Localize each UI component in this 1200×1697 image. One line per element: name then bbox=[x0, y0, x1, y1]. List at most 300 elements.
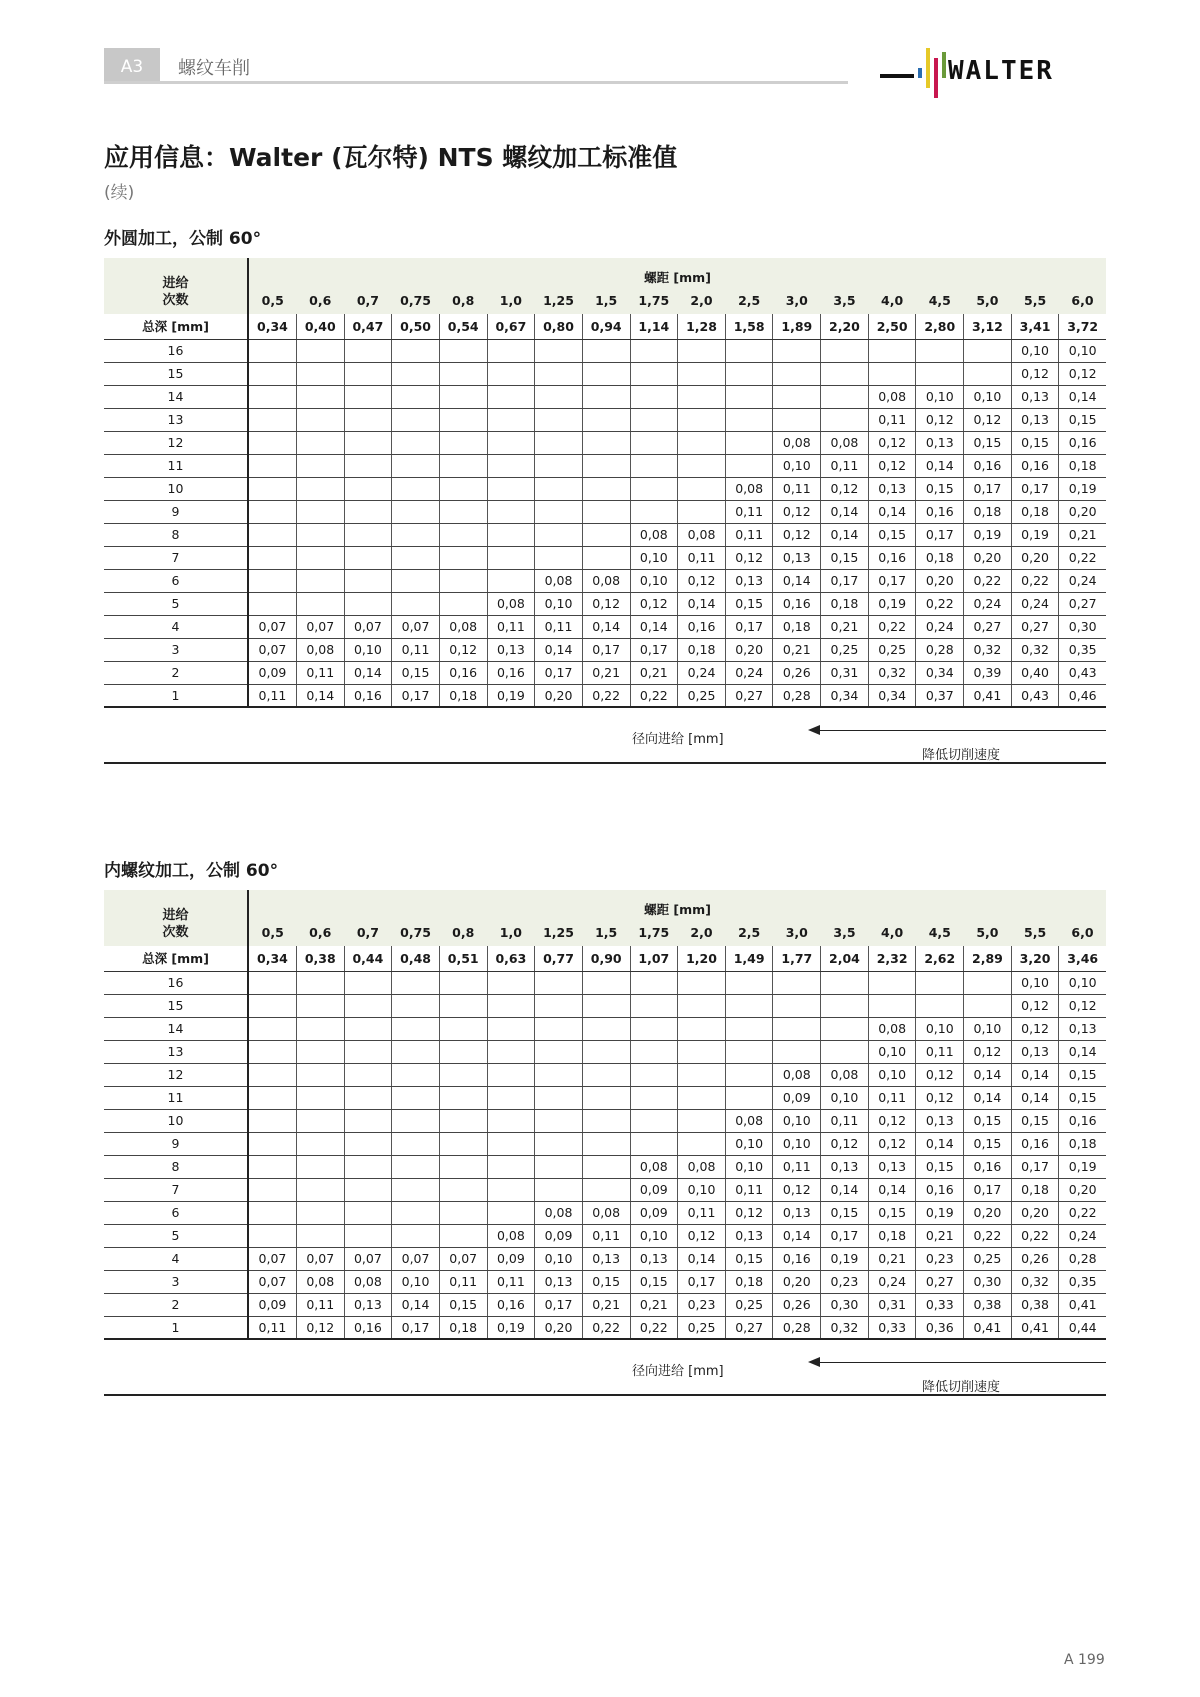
total-depth-value: 2,04 bbox=[821, 946, 869, 971]
pass-number: 5 bbox=[104, 1224, 248, 1247]
pass-number: 14 bbox=[104, 1017, 248, 1040]
feed-value: 0,37 bbox=[916, 684, 964, 707]
feed-value: 0,10 bbox=[725, 1132, 773, 1155]
table-row bbox=[104, 477, 1106, 500]
feed-value: 0,13 bbox=[630, 1247, 678, 1270]
total-depth-value: 0,34 bbox=[248, 314, 296, 339]
feed-value: 0,11 bbox=[296, 661, 344, 684]
pass-number: 9 bbox=[104, 1132, 248, 1155]
feed-value bbox=[535, 385, 583, 408]
feed-value: 0,17 bbox=[1011, 477, 1059, 500]
feed-value bbox=[630, 1086, 678, 1109]
feed-value bbox=[487, 408, 535, 431]
feed-value bbox=[582, 1063, 630, 1086]
feed-value: 0,11 bbox=[868, 1086, 916, 1109]
feed-value: 0,25 bbox=[725, 1293, 773, 1316]
feed-value: 0,17 bbox=[916, 523, 964, 546]
feed-value bbox=[487, 523, 535, 546]
pitch-value: 1,0 bbox=[487, 286, 535, 314]
total-depth-value: 2,62 bbox=[916, 946, 964, 971]
feed-value bbox=[535, 1109, 583, 1132]
feed-value: 0,16 bbox=[964, 454, 1012, 477]
total-depth-label: 总深 [mm] bbox=[104, 314, 248, 339]
feed-value: 0,10 bbox=[630, 569, 678, 592]
feed-value bbox=[248, 1224, 296, 1247]
feed-value: 0,41 bbox=[1011, 1316, 1059, 1339]
arrow-line bbox=[812, 730, 1106, 731]
feed-value: 0,13 bbox=[1011, 408, 1059, 431]
table-row bbox=[104, 638, 1106, 661]
feed-value: 0,24 bbox=[1059, 569, 1106, 592]
feed-value: 0,13 bbox=[344, 1293, 392, 1316]
feed-value: 0,15 bbox=[392, 661, 440, 684]
feed-value bbox=[678, 1017, 726, 1040]
pass-number: 6 bbox=[104, 569, 248, 592]
feed-value: 0,24 bbox=[964, 592, 1012, 615]
feed-value bbox=[392, 362, 440, 385]
feed-value: 0,17 bbox=[630, 638, 678, 661]
feed-value: 0,10 bbox=[773, 1132, 821, 1155]
feed-value bbox=[535, 477, 583, 500]
table-row bbox=[104, 1109, 1106, 1132]
feed-value bbox=[248, 454, 296, 477]
feed-value: 0,12 bbox=[773, 500, 821, 523]
feed-value: 0,11 bbox=[248, 684, 296, 707]
feed-value: 0,14 bbox=[821, 1178, 869, 1201]
feed-value: 0,20 bbox=[916, 569, 964, 592]
feed-value: 0,11 bbox=[392, 638, 440, 661]
feed-value bbox=[535, 1155, 583, 1178]
feed-value bbox=[344, 523, 392, 546]
feed-value bbox=[248, 1086, 296, 1109]
feed-value bbox=[344, 994, 392, 1017]
feed-value bbox=[439, 1086, 487, 1109]
feed-value bbox=[487, 1086, 535, 1109]
feed-value: 0,18 bbox=[964, 500, 1012, 523]
feed-value bbox=[678, 1063, 726, 1086]
feed-value: 0,15 bbox=[916, 1155, 964, 1178]
feed-value: 0,17 bbox=[821, 1224, 869, 1247]
feed-value bbox=[535, 994, 583, 1017]
feed-value: 0,20 bbox=[1059, 500, 1106, 523]
feed-value bbox=[725, 454, 773, 477]
feed-value: 0,18 bbox=[916, 546, 964, 569]
feed-value: 0,14 bbox=[582, 615, 630, 638]
feed-value: 0,07 bbox=[296, 615, 344, 638]
feed-value: 0,15 bbox=[868, 1201, 916, 1224]
pass-number: 5 bbox=[104, 592, 248, 615]
feed-value: 0,28 bbox=[773, 684, 821, 707]
feed-value bbox=[296, 362, 344, 385]
feed-value bbox=[344, 431, 392, 454]
feed-value: 0,31 bbox=[868, 1293, 916, 1316]
feed-value: 0,15 bbox=[439, 1293, 487, 1316]
total-depth-value: 0,51 bbox=[439, 946, 487, 971]
pass-number: 7 bbox=[104, 1178, 248, 1201]
feed-value: 0,08 bbox=[296, 638, 344, 661]
feed-value bbox=[535, 1040, 583, 1063]
feed-value: 0,08 bbox=[630, 523, 678, 546]
feed-value: 0,14 bbox=[821, 523, 869, 546]
feed-value: 0,22 bbox=[582, 684, 630, 707]
feed-value: 0,13 bbox=[868, 477, 916, 500]
feed-value: 0,24 bbox=[916, 615, 964, 638]
feed-value bbox=[678, 1086, 726, 1109]
feed-value: 0,15 bbox=[1059, 1063, 1106, 1086]
feed-value: 0,26 bbox=[773, 1293, 821, 1316]
feed-value bbox=[439, 477, 487, 500]
feed-value bbox=[344, 385, 392, 408]
feed-value bbox=[487, 569, 535, 592]
feed-value bbox=[344, 1178, 392, 1201]
feed-value: 0,18 bbox=[821, 592, 869, 615]
feed-value: 0,16 bbox=[439, 661, 487, 684]
feed-value: 0,24 bbox=[725, 661, 773, 684]
feed-value bbox=[296, 408, 344, 431]
feed-value bbox=[725, 339, 773, 362]
table-row bbox=[104, 1086, 1106, 1109]
feed-value: 0,40 bbox=[1011, 661, 1059, 684]
feed-value: 0,25 bbox=[678, 1316, 726, 1339]
feed-value bbox=[248, 1040, 296, 1063]
feed-value: 0,24 bbox=[868, 1270, 916, 1293]
feed-value bbox=[296, 1201, 344, 1224]
radial-feed-label: 径向进给 [mm] bbox=[632, 1364, 724, 1379]
pitch-value: 5,5 bbox=[1011, 918, 1059, 946]
pitch-value: 3,5 bbox=[821, 918, 869, 946]
pass-number: 4 bbox=[104, 1247, 248, 1270]
feed-value: 0,09 bbox=[630, 1178, 678, 1201]
feed-value: 0,11 bbox=[868, 408, 916, 431]
total-depth-row bbox=[104, 946, 1106, 971]
total-depth-value: 1,77 bbox=[773, 946, 821, 971]
feed-value bbox=[487, 1063, 535, 1086]
feed-value: 0,22 bbox=[1059, 546, 1106, 569]
feed-value: 0,08 bbox=[678, 523, 726, 546]
feed-value: 0,22 bbox=[630, 684, 678, 707]
feed-value: 0,20 bbox=[1011, 546, 1059, 569]
feed-value bbox=[678, 1040, 726, 1063]
total-depth-value: 3,72 bbox=[1059, 314, 1106, 339]
feed-value bbox=[392, 339, 440, 362]
pitch-value: 1,0 bbox=[487, 918, 535, 946]
feed-value bbox=[582, 1086, 630, 1109]
feed-value: 0,19 bbox=[821, 1247, 869, 1270]
total-depth-value: 1,89 bbox=[773, 314, 821, 339]
feed-value: 0,17 bbox=[964, 477, 1012, 500]
feed-value: 0,16 bbox=[773, 592, 821, 615]
feed-value: 0,11 bbox=[487, 615, 535, 638]
logo-text: WALTER bbox=[948, 56, 1054, 86]
feed-value: 0,13 bbox=[582, 1247, 630, 1270]
feed-value: 0,20 bbox=[1011, 1201, 1059, 1224]
feed-value: 0,07 bbox=[439, 1247, 487, 1270]
feed-value bbox=[630, 385, 678, 408]
feed-value: 0,15 bbox=[964, 431, 1012, 454]
feed-value bbox=[248, 1063, 296, 1086]
total-depth-label: 总深 [mm] bbox=[104, 946, 248, 971]
feed-value bbox=[392, 431, 440, 454]
pitch-values-row bbox=[104, 918, 1106, 946]
feed-value bbox=[535, 1063, 583, 1086]
feed-value bbox=[439, 431, 487, 454]
feed-value bbox=[296, 994, 344, 1017]
feed-value: 0,09 bbox=[248, 1293, 296, 1316]
feed-value: 0,25 bbox=[678, 684, 726, 707]
feed-value: 0,14 bbox=[1059, 385, 1106, 408]
feed-value: 0,12 bbox=[773, 523, 821, 546]
pass-number: 13 bbox=[104, 408, 248, 431]
pass-number: 1 bbox=[104, 1316, 248, 1339]
feed-value: 0,21 bbox=[916, 1224, 964, 1247]
feed-value bbox=[678, 1109, 726, 1132]
feed-value: 0,18 bbox=[439, 1316, 487, 1339]
feed-value bbox=[821, 408, 869, 431]
feed-value: 0,12 bbox=[678, 1224, 726, 1247]
feed-value: 0,39 bbox=[964, 661, 1012, 684]
feed-value: 0,19 bbox=[868, 592, 916, 615]
feed-value bbox=[344, 1224, 392, 1247]
feed-value bbox=[630, 1109, 678, 1132]
feed-value: 0,08 bbox=[773, 431, 821, 454]
feed-value bbox=[630, 1132, 678, 1155]
pass-number: 12 bbox=[104, 1063, 248, 1086]
feed-value bbox=[773, 994, 821, 1017]
feed-value: 0,10 bbox=[1059, 971, 1106, 994]
feed-value: 0,10 bbox=[821, 1086, 869, 1109]
feed-value bbox=[248, 385, 296, 408]
feed-value: 0,23 bbox=[678, 1293, 726, 1316]
feed-value: 0,15 bbox=[964, 1132, 1012, 1155]
feed-value: 0,08 bbox=[725, 477, 773, 500]
feed-value bbox=[344, 1109, 392, 1132]
table-row bbox=[104, 408, 1106, 431]
feed-value: 0,32 bbox=[964, 638, 1012, 661]
feed-value bbox=[535, 971, 583, 994]
feed-value: 0,16 bbox=[916, 1178, 964, 1201]
total-depth-value: 2,32 bbox=[868, 946, 916, 971]
feed-value: 0,12 bbox=[439, 638, 487, 661]
feed-value bbox=[725, 971, 773, 994]
table-row bbox=[104, 569, 1106, 592]
feed-value bbox=[582, 1178, 630, 1201]
feed-value: 0,12 bbox=[296, 1316, 344, 1339]
logo-bars-icon bbox=[880, 44, 950, 104]
pitch-value: 0,75 bbox=[392, 286, 440, 314]
feed-value: 0,12 bbox=[1059, 994, 1106, 1017]
feed-value bbox=[487, 454, 535, 477]
total-depth-value: 0,50 bbox=[392, 314, 440, 339]
feed-value bbox=[439, 1063, 487, 1086]
feed-value: 0,12 bbox=[582, 592, 630, 615]
feed-value bbox=[487, 994, 535, 1017]
feed-value bbox=[392, 1086, 440, 1109]
feed-value: 0,13 bbox=[916, 431, 964, 454]
feed-value: 0,25 bbox=[964, 1247, 1012, 1270]
feed-value bbox=[630, 477, 678, 500]
page-number: A 199 bbox=[1064, 1652, 1105, 1668]
feed-value bbox=[582, 1109, 630, 1132]
feed-value: 0,22 bbox=[630, 1316, 678, 1339]
feed-value bbox=[344, 1063, 392, 1086]
feed-value: 0,10 bbox=[916, 1017, 964, 1040]
total-depth-row bbox=[104, 314, 1106, 339]
pitch-value: 0,6 bbox=[296, 286, 344, 314]
pitch-value: 5,0 bbox=[964, 918, 1012, 946]
feed-value: 0,15 bbox=[916, 477, 964, 500]
feed-value bbox=[535, 1086, 583, 1109]
feed-value bbox=[773, 408, 821, 431]
pass-count-header: 进给 次数 bbox=[104, 890, 248, 946]
feed-value bbox=[248, 569, 296, 592]
reduce-speed-label: 降低切削速度 bbox=[922, 1380, 1001, 1395]
feed-value: 0,08 bbox=[535, 569, 583, 592]
feed-value bbox=[916, 339, 964, 362]
pass-number: 14 bbox=[104, 385, 248, 408]
section-code-tab: A3 bbox=[104, 48, 160, 82]
feed-value bbox=[868, 971, 916, 994]
feed-value bbox=[296, 1132, 344, 1155]
feed-value: 0,35 bbox=[1059, 1270, 1106, 1293]
feed-value bbox=[248, 477, 296, 500]
feed-value: 0,10 bbox=[392, 1270, 440, 1293]
feed-value: 0,38 bbox=[964, 1293, 1012, 1316]
feed-value: 0,16 bbox=[773, 1247, 821, 1270]
pass-number: 11 bbox=[104, 454, 248, 477]
total-depth-value: 2,20 bbox=[821, 314, 869, 339]
pass-number: 8 bbox=[104, 523, 248, 546]
feed-value: 0,19 bbox=[1059, 477, 1106, 500]
feed-value: 0,13 bbox=[535, 1270, 583, 1293]
feed-value: 0,22 bbox=[1011, 1224, 1059, 1247]
feed-value bbox=[868, 339, 916, 362]
pass-number: 16 bbox=[104, 971, 248, 994]
feed-value: 0,21 bbox=[630, 1293, 678, 1316]
feed-value bbox=[296, 385, 344, 408]
feed-value: 0,34 bbox=[821, 684, 869, 707]
feed-value: 0,11 bbox=[725, 523, 773, 546]
feed-value bbox=[821, 339, 869, 362]
feed-value bbox=[296, 546, 344, 569]
total-depth-value: 0,90 bbox=[582, 946, 630, 971]
external-threading-table bbox=[104, 258, 1106, 708]
feed-value bbox=[248, 339, 296, 362]
pass-number: 13 bbox=[104, 1040, 248, 1063]
feed-value: 0,16 bbox=[678, 615, 726, 638]
feed-value: 0,13 bbox=[725, 1224, 773, 1247]
feed-value: 0,13 bbox=[1011, 385, 1059, 408]
feed-value: 0,16 bbox=[487, 661, 535, 684]
feed-value bbox=[773, 385, 821, 408]
pitch-value: 3,0 bbox=[773, 918, 821, 946]
feed-value bbox=[392, 1155, 440, 1178]
total-depth-value: 3,12 bbox=[964, 314, 1012, 339]
feed-value: 0,20 bbox=[773, 1270, 821, 1293]
feed-value: 0,18 bbox=[1059, 454, 1106, 477]
feed-value bbox=[296, 1086, 344, 1109]
total-depth-value: 1,28 bbox=[678, 314, 726, 339]
feed-value bbox=[344, 971, 392, 994]
feed-value bbox=[487, 546, 535, 569]
feed-value: 0,14 bbox=[296, 684, 344, 707]
feed-value bbox=[248, 1109, 296, 1132]
feed-value: 0,10 bbox=[678, 1178, 726, 1201]
feed-value bbox=[248, 500, 296, 523]
feed-value bbox=[344, 592, 392, 615]
feed-value bbox=[964, 339, 1012, 362]
page-header bbox=[104, 48, 848, 84]
feed-value bbox=[392, 523, 440, 546]
feed-value bbox=[248, 1201, 296, 1224]
total-depth-value: 2,89 bbox=[964, 946, 1012, 971]
feed-value bbox=[630, 994, 678, 1017]
feed-value: 0,13 bbox=[821, 1155, 869, 1178]
feed-value: 0,13 bbox=[725, 569, 773, 592]
total-depth-value: 0,47 bbox=[344, 314, 392, 339]
feed-value: 0,14 bbox=[678, 592, 726, 615]
feed-value: 0,17 bbox=[392, 684, 440, 707]
table-row bbox=[104, 592, 1106, 615]
feed-value bbox=[630, 431, 678, 454]
feed-value bbox=[582, 339, 630, 362]
feed-value bbox=[725, 1086, 773, 1109]
feed-value bbox=[248, 971, 296, 994]
feed-value: 0,10 bbox=[868, 1040, 916, 1063]
feed-value: 0,11 bbox=[296, 1293, 344, 1316]
table-row bbox=[104, 684, 1106, 707]
table-row bbox=[104, 1316, 1106, 1339]
feed-value: 0,27 bbox=[916, 1270, 964, 1293]
feed-value: 0,23 bbox=[821, 1270, 869, 1293]
total-depth-value: 3,20 bbox=[1011, 946, 1059, 971]
table-row bbox=[104, 431, 1106, 454]
feed-value: 0,10 bbox=[868, 1063, 916, 1086]
feed-value bbox=[439, 592, 487, 615]
pass-number: 3 bbox=[104, 1270, 248, 1293]
feed-value bbox=[344, 1040, 392, 1063]
pitch-value: 2,0 bbox=[678, 918, 726, 946]
pitch-value: 2,5 bbox=[725, 918, 773, 946]
total-depth-value: 0,44 bbox=[344, 946, 392, 971]
feed-value: 0,12 bbox=[821, 1132, 869, 1155]
feed-value bbox=[248, 1178, 296, 1201]
feed-value bbox=[535, 1017, 583, 1040]
feed-value: 0,10 bbox=[344, 638, 392, 661]
pitch-value: 4,0 bbox=[868, 918, 916, 946]
feed-value: 0,16 bbox=[964, 1155, 1012, 1178]
feed-value: 0,11 bbox=[678, 546, 726, 569]
feed-value: 0,11 bbox=[439, 1270, 487, 1293]
feed-value: 0,38 bbox=[1011, 1293, 1059, 1316]
feed-value: 0,12 bbox=[821, 477, 869, 500]
feed-value bbox=[439, 1040, 487, 1063]
feed-value: 0,30 bbox=[964, 1270, 1012, 1293]
feed-value bbox=[439, 1017, 487, 1040]
feed-value bbox=[773, 362, 821, 385]
feed-value bbox=[773, 971, 821, 994]
feed-value bbox=[392, 1063, 440, 1086]
feed-value bbox=[678, 971, 726, 994]
feed-value: 0,12 bbox=[868, 431, 916, 454]
feed-value bbox=[296, 500, 344, 523]
feed-value: 0,12 bbox=[773, 1178, 821, 1201]
feed-value bbox=[344, 1155, 392, 1178]
feed-value bbox=[535, 546, 583, 569]
pass-number: 8 bbox=[104, 1155, 248, 1178]
feed-value: 0,14 bbox=[344, 661, 392, 684]
feed-value: 0,19 bbox=[964, 523, 1012, 546]
feed-value: 0,18 bbox=[868, 1224, 916, 1247]
